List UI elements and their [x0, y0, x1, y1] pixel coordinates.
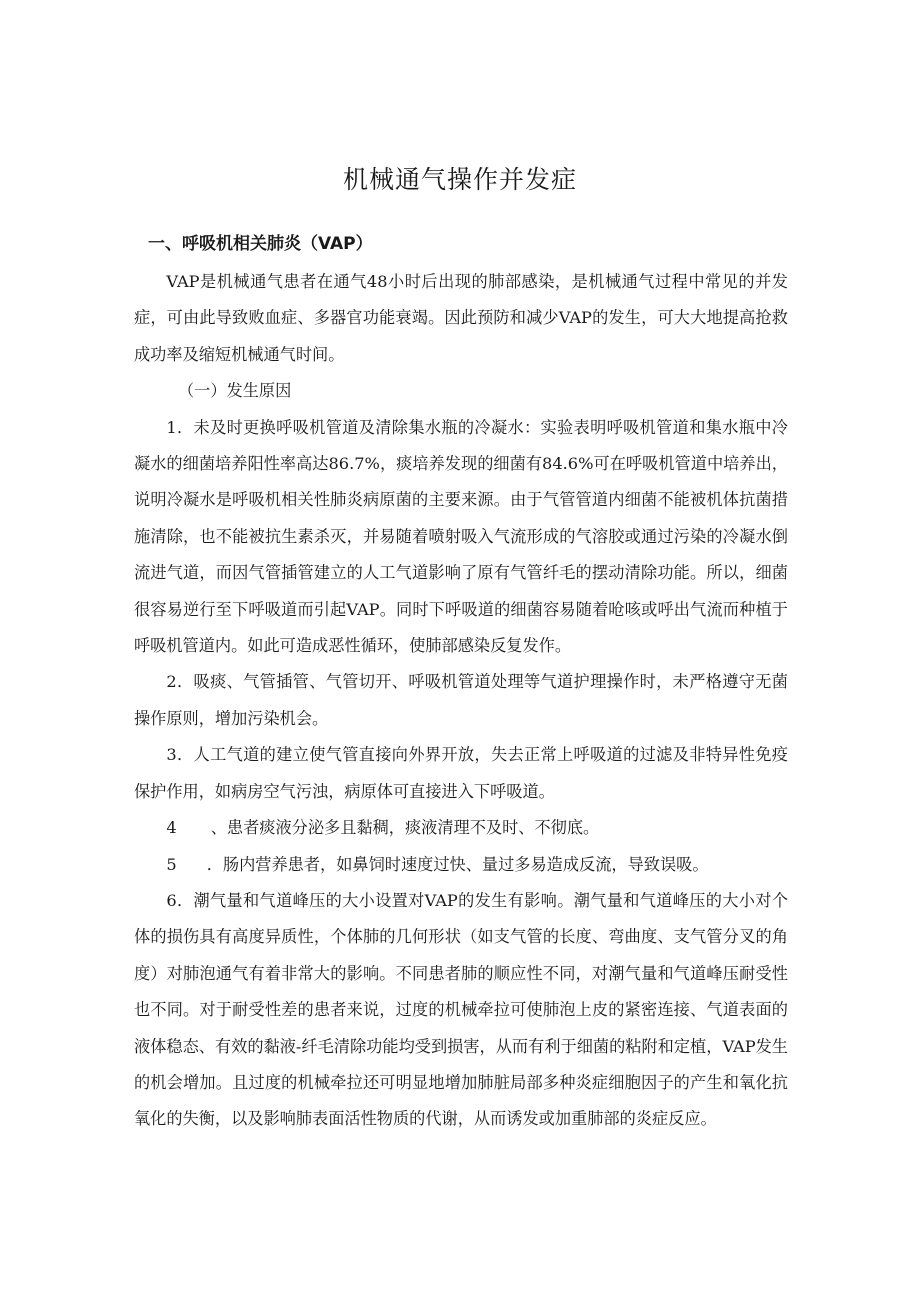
section-heading-vap [148, 229, 373, 254]
cause-item-3: 3．人工气道的建立使气管直接向外界开放，失去正常上呼吸道的过滤及非特异性免疫保护作用，如病房空气污浊，病原体可直接进入下呼吸道。 [134, 745, 788, 801]
section-heading-prefix: 一、呼吸机相关肺炎（ [148, 234, 318, 254]
cause-item-4-number: 4 [166, 818, 177, 838]
cause-item-4 [134, 810, 788, 846]
body-text [134, 264, 788, 1138]
cause-item-2: 2．吸痰、气管插管、气管切开、呼吸机管道处理等气道护理操作时，未严格遵守无菌操作原则，增加污染机会。 [134, 672, 788, 728]
document-title: 机械通气操作并发症 [342, 165, 577, 194]
cause-item-5-number: 5 [166, 854, 177, 874]
section-heading-suffix: ） [355, 234, 373, 254]
subsection-heading-causes: （一）发生原因 [178, 381, 292, 401]
intro-paragraph: VAP是机械通气患者在通气48小时后出现的肺部感染，是机械通气过程中常见的并发症，可由此导致败血症、多器官功能衰竭。因此预防和减少VAP的发生，可大大地提高抢救成功率及缩短机械通气时间。 [134, 272, 788, 364]
cause-item-5-text: ．肠内营养患者，如鼻饲时速度过快、量过多易造成反流，导致误吸。 [206, 854, 709, 874]
cause-item-5 [134, 847, 788, 883]
cause-item-6: 6．潮气量和气道峰压的大小设置对VAP的发生有影响。潮气量和气道峰压的大小对个体的损伤具有高度异质性，个体肺的几何形状（如支气管的长度、弯曲度、支气管分叉的角度）对肺泡通气有着非常大的影响。不同患者肺的顺应性不同，对潮气量和气道峰压耐受性也不同。对于耐受性差的患者来说，过度的机械牵拉可使肺泡上皮的紧密连接、气道表面的液体稳态、有效的黏液-纤毛清除功能均受到损害，从而有利于细菌的粘附和定植，VAP发生的机会增加。且过度的机械牵拉还可明显地增加肺脏局部多种炎症细胞因子的产生和氧化抗氧化的失衡，以及影响肺表面活性物质的代谢，从而诱发或加重肺部的炎症反应。 [134, 890, 788, 1129]
cause-item-4-text: 、患者痰液分泌多且黏稠，痰液清理不及时、不彻底。 [210, 818, 600, 838]
cause-item-1: 1．未及时更换呼吸机管道及清除集水瓶的冷凝水：实验表明呼吸机管道和集水瓶中冷凝水的细菌培养阳性率高达86.7%，痰培养发现的细菌有84.6%可在呼吸机管道中培养出，说明冷凝水是呼吸机相关性肺炎病原菌的主要来源。由于气管管道内细菌不能被机体抗菌措施清除，也不能被抗生素杀灭，并易随着喷射吸入气流形成的气溶胶或通过污染的冷凝水倒流进气道，而因气管插管建立的人工气道影响了原有气管纤毛的摆动清除功能。所以，细菌很容易逆行至下呼吸道而引起VAP。同时下呼吸道的细菌容易随着呛咳或呼出气流而种植于呼吸机管道内。如此可造成恶性循环，使肺部感染反复发作。 [134, 417, 788, 656]
section-heading-abbr: VAP [318, 234, 356, 254]
